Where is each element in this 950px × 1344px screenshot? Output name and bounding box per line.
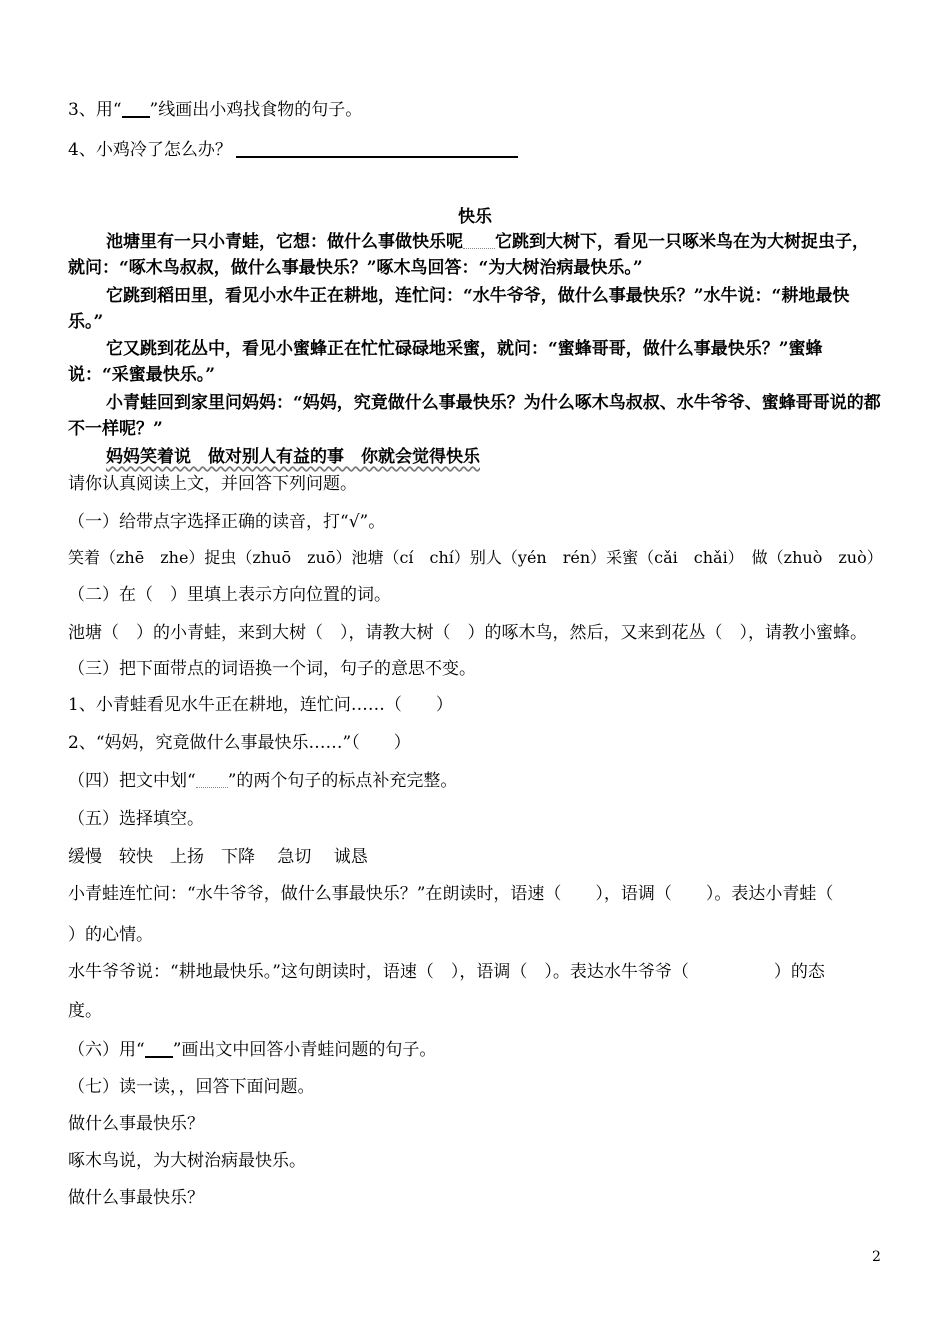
instructions: 请你认真阅读上文，并回答下列问题。 [68, 474, 357, 494]
question-4 [68, 138, 518, 162]
section-1-heading: （一）给带点字选择正确的读音，打“√”。 [68, 512, 386, 532]
question-3-suffix: ”线画出小鸡找食物的句子。 [149, 100, 363, 120]
paragraph-2: 它跳到稻田里，看见小水牛正在耕地，连忙问：“水牛爷爷，做什么事最快乐？”水牛说：“耕地最快乐。” [68, 286, 850, 332]
section-6-suffix: ”画出文中回答小青蛙问题的句子。 [172, 1040, 437, 1060]
section-7-line-2: 啄木鸟说，为大树治病最快乐。 [68, 1151, 306, 1171]
section-7-line-1: 做什么事最快乐？ [68, 1114, 204, 1134]
section-2-heading: （二）在（ ）里填上表示方向位置的词。 [68, 585, 391, 605]
section-7-heading: （七）读一读，，回答下面问题。 [68, 1077, 315, 1097]
paragraph-1-part-a: 池塘里有一只小青蛙，它想：做什么事做快乐呢 [106, 232, 463, 252]
paragraph-3: 它又跳到花丛中，看见小蜜蜂正在忙忙碌碌地采蜜，就问：“蜜蜂哥哥，做什么事最快乐？”蜜蜂说：“采蜜最快乐。” [68, 339, 823, 385]
section-4-suffix: ”的两个句子的标点补充完整。 [227, 771, 458, 791]
wavy-mark [196, 773, 228, 788]
section-3-item-2: 2、“妈妈，究竟做什么事最快乐……”（ ） [68, 733, 411, 753]
answer-blank-line[interactable] [236, 139, 518, 158]
passage-title: 快乐 [458, 207, 492, 227]
page-number: 2 [872, 1249, 881, 1265]
paragraph-1 [68, 229, 883, 281]
section-6-prefix: （六）用“ [68, 1040, 145, 1060]
paragraph-5-text: 妈妈笑着说 做对别人有益的事 你就会觉得快乐 [106, 447, 480, 467]
section-5-sentence-b-end: 度。 [68, 1001, 102, 1021]
section-3-item-1: 1、小青蛙看见水牛正在耕地，连忙问……（ ） [68, 695, 453, 715]
section-5-word-bank: 缓慢 较快 上扬 下降 急切 诚恳 [68, 847, 368, 867]
section-6-heading [68, 1038, 436, 1062]
question-3 [68, 98, 362, 122]
section-5-sentence-a-end: ）的心情。 [68, 925, 153, 945]
question-4-text: 4、小鸡冷了怎么办？ [68, 140, 232, 160]
underline-mark [122, 100, 150, 118]
section-1-options: 笑着（zhē zhe）捉虫（zhuō zuō）池塘（cí chí）别人（yén rén）采蜜（cǎi chǎi） 做（zhuò zuò） [68, 548, 883, 567]
section-5-sentence-a: 小青蛙连忙问：“水牛爷爷，做什么事最快乐？”在朗读时，语速（ ），语调（ ）。表达小青蛙（ [68, 884, 834, 904]
section-4-heading [68, 769, 457, 793]
question-3-prefix: 3、用“ [68, 100, 122, 120]
paragraph-1-part-b: 它跳到大树下，看见一只啄米鸟在为大树捉虫子，就问：“啄木鸟叔叔，做什么事最快乐？”啄木鸟回答：“为大树治病最快乐。” [68, 232, 869, 278]
section-5-sentence-b: 水牛爷爷说：“耕地最快乐。”这句朗读时，语速（ ），语调（ ）。表达水牛爷爷（ ）的态 [68, 962, 825, 982]
section-4-prefix: （四）把文中划“ [68, 771, 196, 791]
underline-mark [145, 1040, 173, 1058]
section-3-heading: （三）把下面带点的词语换一个词，句子的意思不变。 [68, 659, 476, 679]
section-2-text: 池塘（ ）的小青蛙，来到大树（ ），请教大树（ ）的啄木鸟，然后，又来到花丛（ ），请教小蜜蜂。 [68, 623, 867, 643]
paragraph-5 [68, 444, 883, 470]
paragraph-4: 小青蛙回到家里问妈妈：“妈妈，究竟做什么事最快乐？为什么啄木鸟叔叔、水牛爷爷、蜜蜂哥哥说的都不一样呢？” [68, 393, 881, 439]
wavy-gap-mark [463, 234, 495, 249]
section-5-heading: （五）选择填空。 [68, 809, 204, 829]
section-7-line-3: 做什么事最快乐？ [68, 1188, 204, 1208]
